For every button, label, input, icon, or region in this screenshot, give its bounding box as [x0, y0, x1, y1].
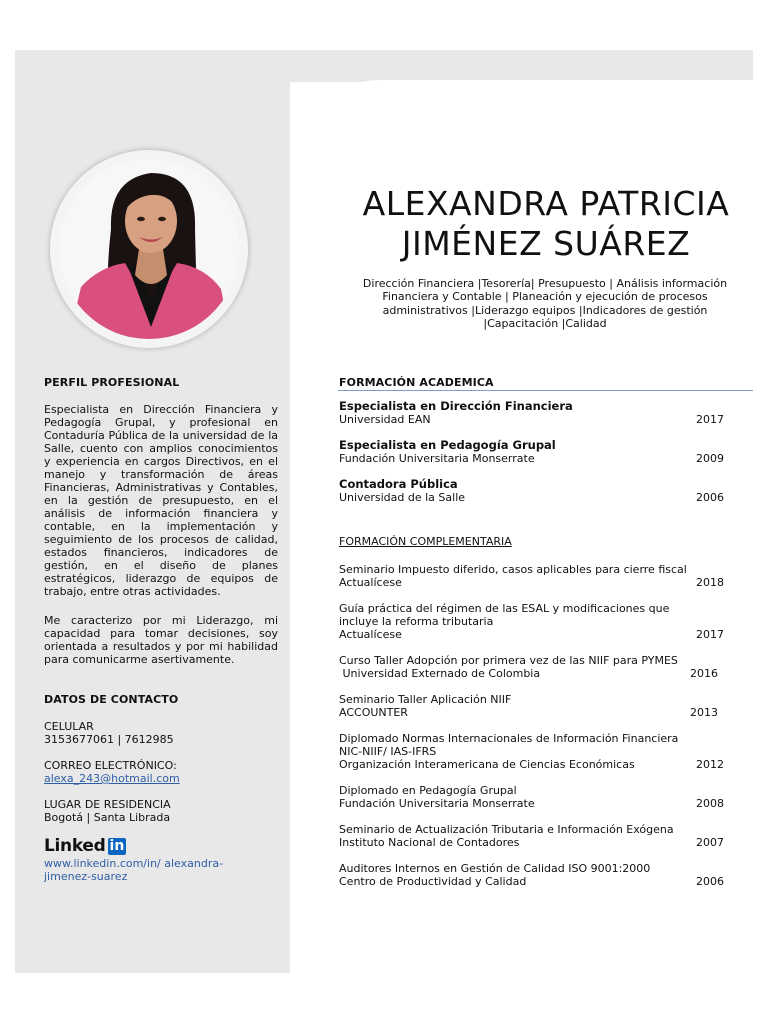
institution: Fundación Universitaria Monserrate [339, 797, 535, 810]
year: 2012 [696, 758, 724, 771]
linkedin-logo [44, 836, 126, 856]
course-item [339, 862, 724, 888]
phone-label: CELULAR [44, 720, 94, 733]
course-title: Seminario de Actualización Tributaria e Información Exógena [339, 823, 674, 836]
name-line-2: JIMÉNEZ SUÁREZ [401, 224, 691, 263]
course-title: Guía práctica del régimen de las ESAL y modificaciones que [339, 602, 670, 615]
course-title: Diplomado Normas Internacionales de Información Financiera [339, 732, 679, 745]
course-item [339, 563, 724, 589]
course-title: Curso Taller Adopción por primera vez de las NIIF para PYMES [339, 654, 678, 667]
year: 2008 [696, 797, 724, 810]
complementary-heading: FORMACIÓN COMPLEMENTARIA [339, 535, 512, 548]
course-item [339, 784, 724, 810]
institution: ACCOUNTER [339, 706, 408, 719]
linkedin-icon: in [109, 837, 125, 854]
year: 2017 [696, 628, 724, 641]
year: 2006 [696, 491, 724, 504]
section-divider [338, 390, 753, 391]
degree-title: Especialista en Pedagogía Grupal [339, 438, 556, 452]
education-item [339, 400, 724, 426]
institution: Actualícese [339, 628, 402, 641]
email-label: CORREO ELECTRÓNICO: [44, 759, 177, 772]
professional-tagline: Dirección Financiera |Tesorería| Presupuesto | Análisis información Financiera y Contable | Planeación y ejecución de procesos administrativos |Liderazgo equipos |Indicadores de gestión |Capacitación |Calidad [362, 277, 728, 330]
residence-label: LUGAR DE RESIDENCIA [44, 798, 171, 811]
course-item [339, 732, 724, 771]
course-item [339, 654, 724, 680]
institution: Universidad de la Salle [339, 491, 466, 504]
course-item [339, 823, 724, 849]
course-title-cont: incluye la reforma tributaria [339, 615, 494, 628]
education-item [339, 478, 724, 504]
profile-paragraph-2: Me caracterizo por mi Liderazgo, mi capacidad para tomar decisiones, soy orientada a resultados y por mi habilidad para comunicarme asertivamente. [44, 614, 278, 666]
institution: Instituto Nacional de Contadores [339, 836, 520, 849]
year: 2009 [696, 452, 724, 465]
year: 2013 [690, 706, 718, 719]
name-line-1: ALEXANDRA PATRICIA [362, 184, 730, 223]
education-item [339, 439, 724, 465]
profile-heading: PERFIL PROFESIONAL [44, 376, 180, 389]
year: 2006 [696, 875, 724, 888]
institution: Fundación Universitaria Monserrate [339, 452, 535, 465]
year: 2017 [696, 413, 724, 426]
linkedin-url[interactable]: www.linkedin.com/in/ alexandra-jimenez-suarez [44, 857, 224, 883]
linkedin-logo-text: Linked [44, 836, 106, 856]
profile-paragraph-1: Especialista en Dirección Financiera y Pedagogía Grupal, y profesional en Contaduría Pública de la universidad de la Salle, cuento con amplios conocimientos y experiencia en cargos Directivos, en el manejo y transformación de áreas Financieras, Administrativas y Contables, en la gestión de presupuesto, en el análisis de información financiera y contable, en la implementación y seguimiento de los procesos de calidad, estados financieros, indicadores de gestión, en el diseño de planes estratégicos, liderazgo de equipos de trabajo, entre otras actividades. [44, 403, 278, 598]
course-item [339, 602, 724, 641]
institution: Universidad Externado de Colombia [339, 667, 541, 680]
year: 2007 [696, 836, 724, 849]
course-item [339, 693, 724, 719]
contact-heading: DATOS DE CONTACTO [44, 693, 179, 706]
course-title: Auditores Internos en Gestión de Calidad ISO 9001:2000 [339, 862, 651, 875]
institution: Centro de Productividad y Calidad [339, 875, 527, 888]
person-name [340, 184, 752, 264]
course-title-cont: NIC-NIIF/ IAS-IFRS [339, 745, 437, 758]
institution: Actualícese [339, 576, 402, 589]
residence-value: Bogotá | Santa Librada [44, 811, 171, 824]
course-title: Seminario Impuesto diferido, casos aplicables para cierre fiscal [339, 563, 687, 576]
degree-title: Especialista en Dirección Financiera [339, 399, 573, 413]
degree-title: Contadora Pública [339, 477, 458, 491]
institution: Universidad EAN [339, 413, 431, 426]
email-link[interactable]: alexa_243@hotmail.com [44, 772, 180, 785]
year: 2018 [696, 576, 724, 589]
phone-value: 3153677061 | 7612985 [44, 733, 174, 746]
portrait-illustration [59, 159, 239, 339]
institution: Organización Interamericana de Ciencias Económicas [339, 758, 635, 771]
course-title: Seminario Taller Aplicación NIIF [339, 693, 512, 706]
course-title: Diplomado en Pedagogía Grupal [339, 784, 517, 797]
year: 2016 [690, 667, 718, 680]
profile-photo [59, 159, 239, 339]
education-heading: FORMACIÓN ACADEMICA [339, 376, 494, 389]
